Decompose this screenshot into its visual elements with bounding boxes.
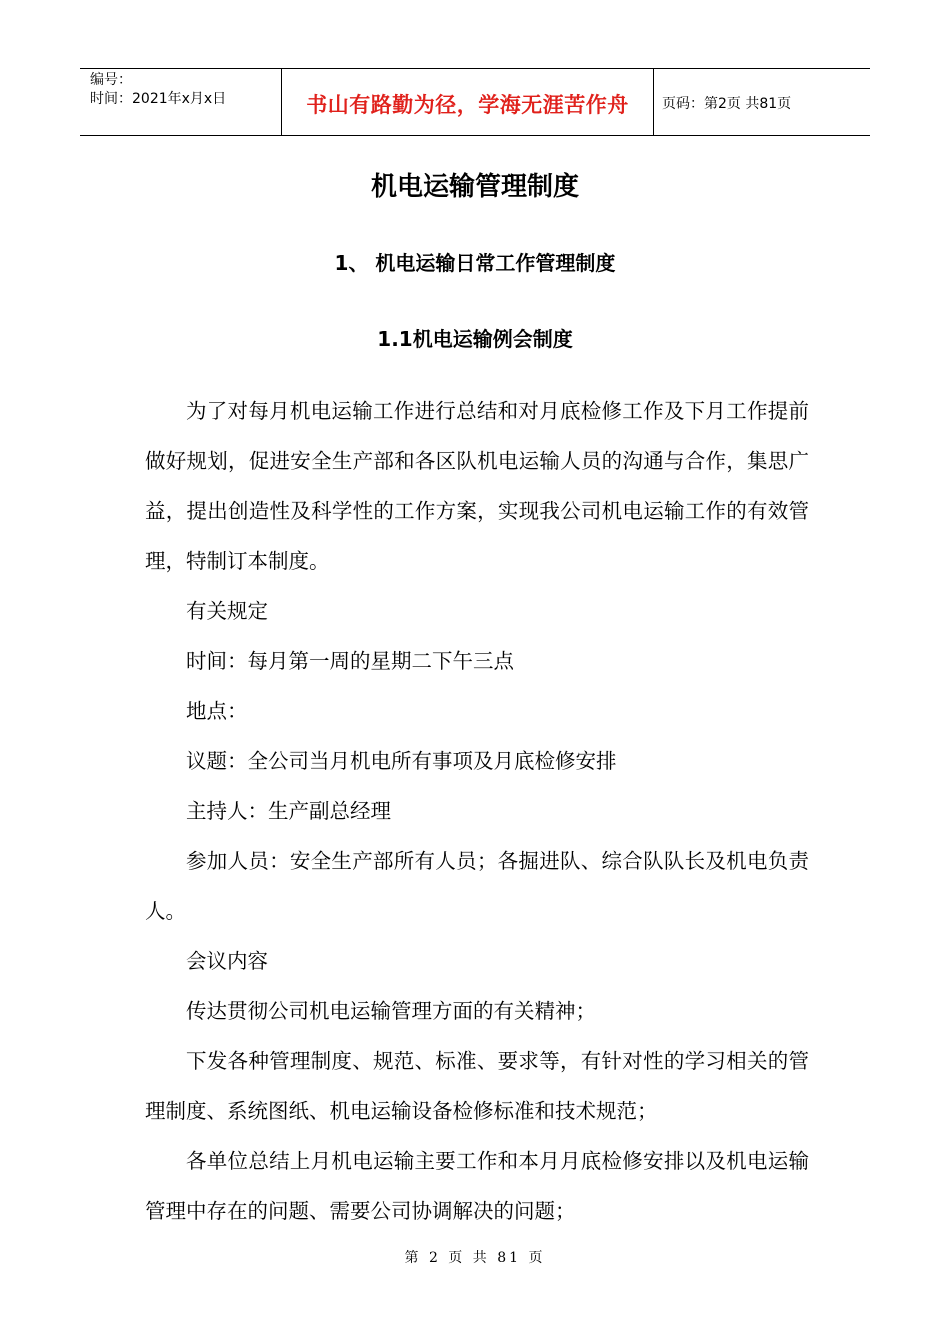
paragraph: 传达贯彻公司机电运输管理方面的有关精神； [186, 999, 596, 1023]
paragraph: 议题：全公司当月机电所有事项及月底检修安排 [186, 749, 617, 773]
header-table [80, 68, 870, 136]
header-page-info: 页码：第2页 共81页 [662, 96, 792, 112]
header-meta-cell [80, 69, 282, 135]
section-heading: 1、 机电运输日常工作管理制度 [334, 251, 616, 275]
paragraph: 参加人员：安全生产部所有人员；各掘进队、综合队队长及机电负责人。 [145, 849, 809, 923]
document-title: 机电运输管理制度 [370, 172, 579, 202]
paragraph: 地点： [186, 699, 248, 723]
paragraph: 有关规定 [186, 599, 268, 623]
subsection-heading: 1.1机电运输例会制度 [377, 327, 573, 351]
paragraph: 下发各种管理制度、规范、标准、要求等，有针对性的学习相关的管理制度、系统图纸、机电运输设备检修标准和技术规范； [145, 1049, 809, 1123]
paragraph: 时间：每月第一周的星期二下午三点 [186, 649, 514, 673]
paragraph: 会议内容 [186, 949, 268, 973]
document-body [145, 386, 809, 1236]
paragraph: 为了对每月机电运输工作进行总结和对月底检修工作及下月工作提前做好规划，促进安全生产部和各区队机电运输人员的沟通与合作，集思广益，提出创造性及科学性的工作方案，实现我公司机电运输工作的有效管理，特制订本制度。 [145, 399, 809, 573]
header-motto: 书山有路勤为径，学海无涯苦作舟 [282, 69, 654, 135]
serial-label: 编号： [90, 72, 132, 88]
paragraph: 各单位总结上月机电运输主要工作和本月月底检修安排以及机电运输管理中存在的问题、需要公司协调解决的问题； [145, 1149, 809, 1223]
paragraph: 主持人：生产副总经理 [186, 799, 391, 823]
page-footer: 第 2 页 共 81 页 [404, 1250, 546, 1266]
date-label: 时间：2021年x月x日 [90, 91, 227, 107]
